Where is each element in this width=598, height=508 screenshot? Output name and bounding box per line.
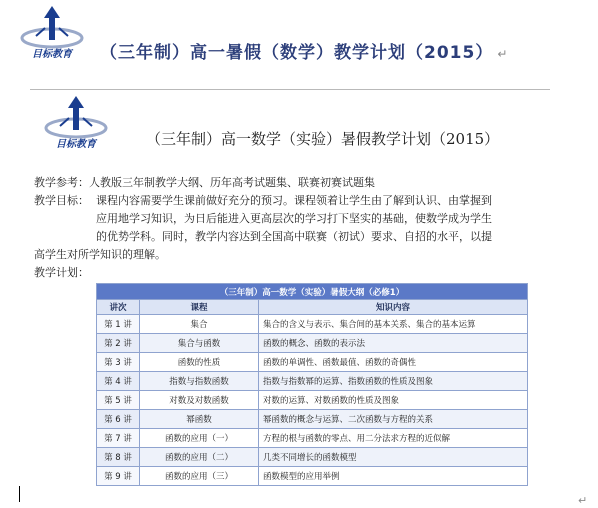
- goal-line: 课程内容需要学生课前做好充分的预习。课程领着让学生由了解到认识、由掌握到: [96, 194, 492, 207]
- session-cell: 第 5 讲: [97, 391, 140, 410]
- content-cell: 集合的含义与表示、集合间的基本关系、集合的基本运算: [259, 315, 528, 334]
- session-cell: 第 1 讲: [97, 315, 140, 334]
- plan-label: 教学计划：: [34, 266, 89, 279]
- course-cell: 函数的应用（三）: [140, 467, 259, 486]
- organization-logo-2: [36, 96, 116, 152]
- content-cell: 幂函数的概念与运算、二次函数与方程的关系: [259, 410, 528, 429]
- course-cell: 指数与指数函数: [140, 372, 259, 391]
- goal-line: 高学生对所学知识的理解。: [34, 248, 166, 261]
- session-cell: 第 8 讲: [97, 448, 140, 467]
- course-cell: 函数的应用（二）: [140, 448, 259, 467]
- syllabus-table: [96, 283, 528, 486]
- table-row: [97, 429, 528, 448]
- reference-label: 教学参考：: [34, 176, 89, 189]
- plan-subtitle: （三年制）高一数学（实验）暑假教学计划（2015）: [146, 130, 500, 148]
- session-cell: 第 6 讲: [97, 410, 140, 429]
- course-cell: 函数的性质: [140, 353, 259, 372]
- course-cell: 集合: [140, 315, 259, 334]
- table-row: [97, 315, 528, 334]
- table-header-row: [97, 300, 528, 315]
- arrow-target-logo-icon-2: [36, 96, 116, 140]
- logo-text-2: 目标教育: [56, 139, 96, 150]
- content-cell: 几类不同增长的函数模型: [259, 448, 528, 467]
- teaching-reference: [34, 174, 574, 192]
- column-header-session: 讲次: [97, 300, 140, 315]
- table-row: [97, 334, 528, 353]
- table-row: [97, 467, 528, 486]
- reference-text: 人教版三年制教学大纲、历年高考试题集、联赛初赛试题集: [89, 176, 375, 189]
- content-cell: 函数的单调性、函数最值、函数的奇偶性: [259, 353, 528, 372]
- logo-text: 目标教育: [32, 49, 72, 60]
- content-cell: 对数的运算、对数函数的性质及图象: [259, 391, 528, 410]
- text-cursor: [19, 486, 20, 502]
- table-row: [97, 353, 528, 372]
- table-row: [97, 410, 528, 429]
- course-cell: 集合与函数: [140, 334, 259, 353]
- horizontal-rule: [30, 89, 550, 90]
- table-caption: （三年制）高一数学（实验）暑假大纲（必修1）: [97, 284, 528, 300]
- table-row: [97, 391, 528, 410]
- session-cell: 第 4 讲: [97, 372, 140, 391]
- goal-line: 应用地学习知识，为日后能进入更高层次的学习打下坚实的基础，使数学成为学生: [96, 212, 492, 225]
- goal-line: 的优势学科。同时，教学内容达到全国高中联赛（初试）要求、自招的水平，以提: [96, 230, 492, 243]
- paragraph-mark-icon-end: ↵: [578, 494, 588, 507]
- content-cell: 函数模型的应用举例: [259, 467, 528, 486]
- session-cell: 第 3 讲: [97, 353, 140, 372]
- table-row: [97, 448, 528, 467]
- document-title: [100, 38, 550, 63]
- course-cell: 函数的应用（一）: [140, 429, 259, 448]
- content-cell: 函数的概念、函数的表示法: [259, 334, 528, 353]
- column-header-content: 知识内容: [259, 300, 528, 315]
- table-caption-row: [97, 284, 528, 300]
- goal-label: 教学目标：: [34, 194, 89, 207]
- session-cell: 第 7 讲: [97, 429, 140, 448]
- document-title-text: （三年制）高一暑假（数学）教学计划（2015）: [100, 43, 494, 63]
- arrow-target-logo-icon: [12, 6, 92, 50]
- session-cell: 第 9 讲: [97, 467, 140, 486]
- content-cell: 指数与指数幂的运算、指数函数的性质及图象: [259, 372, 528, 391]
- organization-logo: [12, 6, 92, 62]
- table-row: [97, 372, 528, 391]
- course-cell: 幂函数: [140, 410, 259, 429]
- column-header-course: 课程: [140, 300, 259, 315]
- course-cell: 对数及对数函数: [140, 391, 259, 410]
- paragraph-mark-icon: ↵: [497, 47, 509, 61]
- content-cell: 方程的根与函数的零点、用二分法求方程的近似解: [259, 429, 528, 448]
- session-cell: 第 2 讲: [97, 334, 140, 353]
